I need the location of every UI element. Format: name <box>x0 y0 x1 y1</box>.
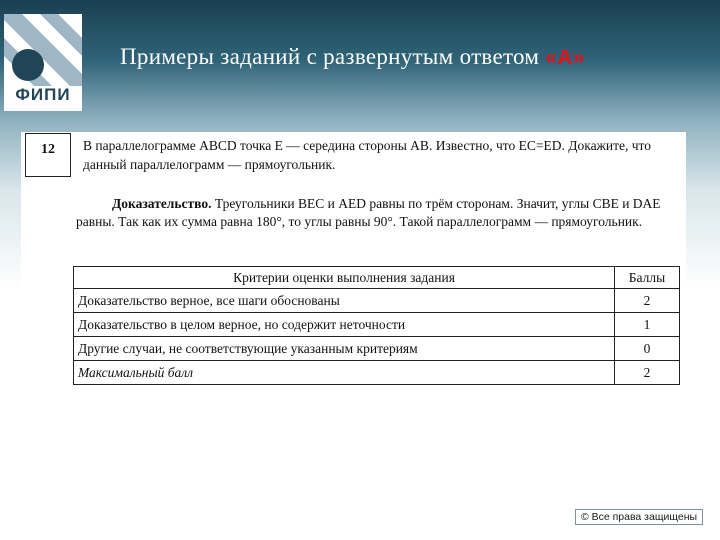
table-row <box>74 313 680 337</box>
task-document <box>21 132 686 399</box>
task-number: 12 <box>25 133 71 177</box>
criteria-header-points: Баллы <box>615 267 680 289</box>
slide-title-text: Примеры заданий с развернутым ответом <box>120 44 540 69</box>
table-row <box>74 337 680 361</box>
criterion-points: 2 <box>615 289 680 313</box>
table-row-max <box>74 361 680 385</box>
criteria-header-row <box>74 267 680 289</box>
proof-label: Доказательство. <box>112 196 212 211</box>
criterion-points: 1 <box>615 313 680 337</box>
proof-text: Треугольники BEC и AED равны по трём сторонам. Значит, углы CBE и DAE равны. Так как их сумма равна 180°, то углы равны 90°. Такой параллелограмм — прямоугольник. <box>76 196 661 229</box>
criteria-table <box>73 266 680 385</box>
criterion-points: 0 <box>615 337 680 361</box>
criterion-text: Доказательство в целом верное, но содержит неточности <box>74 313 615 337</box>
criterion-text: Доказательство верное, все шаги обоснованы <box>74 289 615 313</box>
copyright-badge: © Все права защищены <box>575 509 703 525</box>
fipi-logo <box>4 14 82 111</box>
criterion-text: Максимальный балл <box>74 361 615 385</box>
task-proof <box>76 195 674 231</box>
task-statement: В параллелограмме ABCD точка E — середина стороны AB. Известно, что EC=ED. Докажите, что данный параллелограмм — прямоугольник. <box>83 138 652 172</box>
slide-title-accent: «А» <box>545 46 585 69</box>
criterion-points: 2 <box>615 361 680 385</box>
slide-title <box>120 44 585 70</box>
criterion-text: Другие случаи, не соответствующие указанным критериям <box>74 337 615 361</box>
logo-text: ФИПИ <box>15 85 71 104</box>
table-row <box>74 289 680 313</box>
criteria-header-text: Критерии оценки выполнения задания <box>74 267 615 289</box>
